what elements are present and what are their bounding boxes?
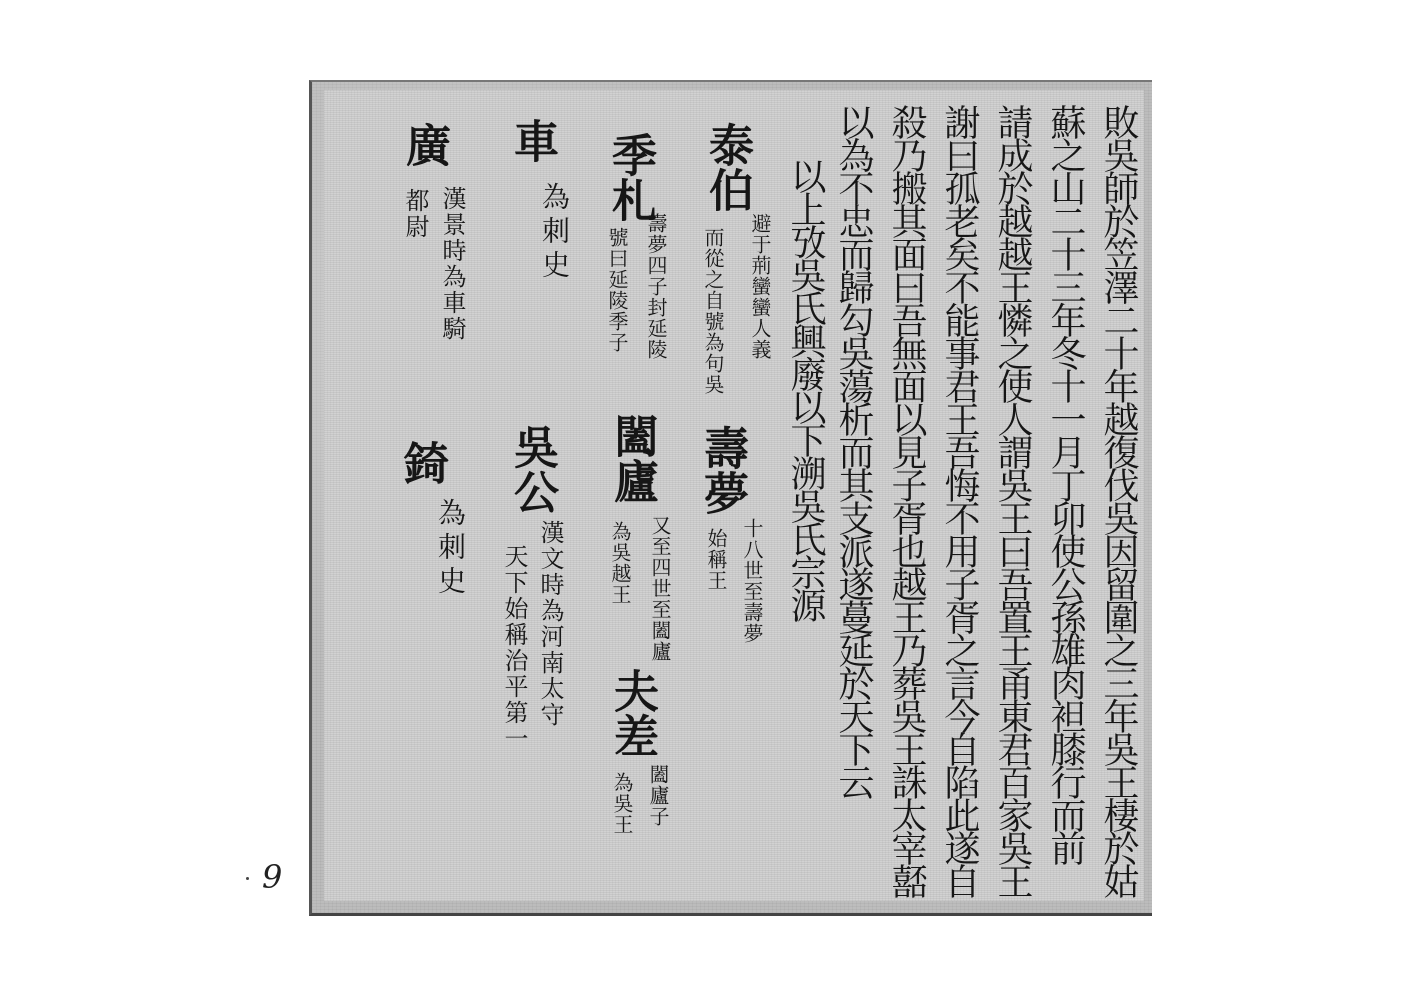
genealogy-name-guang: 廣 (398, 122, 451, 167)
genealogy-name-jizha: 季札 (604, 132, 657, 222)
page-number: 9 (262, 858, 283, 896)
genealogy-note-shoumeng-2: 始稱王 (704, 528, 728, 591)
narrative-column-6: 以為不忠而歸勾吳蕩析而其支派遂蔓延於天下云 (833, 104, 874, 797)
genealogy-name-helu: 闔廬 (606, 413, 659, 503)
genealogy-note-fuchai-2: 為吳王 (610, 772, 634, 835)
genealogy-note-shoumeng-1: 十八世至壽夢 (740, 518, 764, 644)
genealogy-name-fuchai: 夫差 (606, 668, 659, 758)
narrative-column-2: 蘇之山二十三年冬十一月丁卯使公孫雄肉袒膝行而前 (1045, 104, 1086, 863)
narrative-column-5: 殺乃搬其面曰吾無面以見子胥也越王乃葬吳王誅太宰嚭 (886, 104, 927, 896)
genealogy-note-helu-1: 又至四世至闔廬 (648, 515, 672, 662)
genealogy-name-qi: 錡 (396, 440, 449, 485)
genealogy-note-taibo-1: 避于荊蠻蠻人義 (748, 213, 772, 360)
closing-line: 以上攷吳氏興廢以下溯吳氏宗源 (785, 158, 826, 620)
page-number-dot (246, 877, 249, 880)
narrative-column-3: 請成於越越王憐之使人謂吳王曰吾置王甬東君百家吳王 (992, 104, 1033, 896)
genealogy-name-che: 車 (506, 118, 559, 163)
genealogy-note-jizha-1: 壽夢四子封延陵 (644, 213, 668, 360)
narrative-column-4: 謝曰孤老矣不能事君王吾悔不用子胥之言今自陷此遂自 (939, 104, 980, 896)
genealogy-note-che: 為刺史 (538, 182, 571, 284)
narrative-column-1: 敗吳師於笠澤二十年越復伐吳因留圍之三年吳王棲於姑 (1098, 104, 1139, 896)
genealogy-name-taibo: 泰伯 (701, 122, 754, 212)
genealogy-note-guang-2: 都尉 (401, 188, 429, 240)
genealogy-note-helu-2: 為吳越王 (608, 521, 632, 605)
genealogy-note-qi: 為刺史 (434, 498, 467, 600)
genealogy-note-wugong-1: 漢文時為河南太守 (536, 520, 564, 728)
genealogy-note-jizha-2: 號曰延陵季子 (605, 227, 629, 353)
genealogy-note-fuchai-1: 闔廬子 (646, 764, 670, 827)
genealogy-note-wugong-2: 天下始稱治平第一 (500, 544, 528, 752)
genealogy-name-wugong: 吳公 (506, 424, 559, 514)
genealogy-note-taibo-2: 而從之自號為句吳 (701, 227, 725, 395)
genealogy-note-guang-1: 漢景時為車騎 (438, 186, 466, 342)
genealogy-name-shoumeng: 壽夢 (696, 425, 749, 515)
